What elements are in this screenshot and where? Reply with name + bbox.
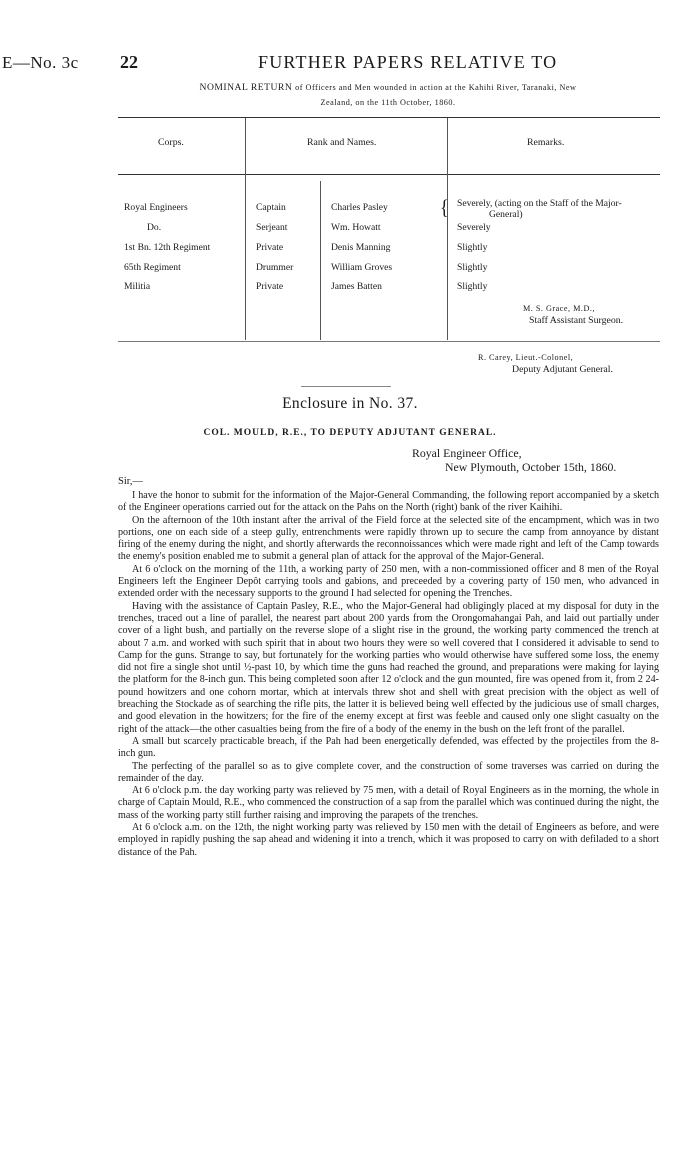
corps-cell: 65th Regiment — [124, 262, 181, 273]
table-top-rule — [118, 117, 660, 118]
surgeon-title: Staff Assistant Surgeon. — [529, 315, 624, 326]
name-cell: Denis Manning — [331, 242, 391, 253]
surgeon-name: M. S. Grace, M.D., — [523, 304, 595, 313]
table-divider-1 — [245, 118, 246, 340]
office-address — [412, 447, 616, 474]
separator-rule — [301, 386, 391, 387]
paragraph: A small but scarcely practicable breach, if the Pah had been energetically defended, was effected by the projectiles from the 8-inch gun. — [118, 735, 659, 760]
salutation: Sir,— — [118, 476, 143, 487]
return-heading-lead: NOMINAL RETURN — [199, 82, 293, 93]
corps-cell: 1st Bn. 12th Regiment — [124, 242, 211, 253]
remark-cell: Severely, (acting on the Staff of the Major- — [457, 198, 622, 209]
return-heading — [118, 80, 658, 110]
letter-subheading: COL. MOULD, R.E., TO DEPUTY ADJUTANT GENERAL. — [203, 428, 497, 438]
surgeon-signature — [523, 303, 623, 327]
rank-cell: Serjeant — [256, 222, 288, 233]
rank-cell: Private — [256, 242, 284, 253]
paragraph: Having with the assistance of Captain Pasley, R.E., who the Major-General had obligingly placed at my disposal for duty in the trenches, traced out a line of parallel, the nearest part about 200 yards from the Orongomahangai Pah, and laid out partially under cover of a light bush, and partially on the reverse slope of a slight rise in the ground, the working party commenced the trench at about 7 a.m. and worked with such spirit that in about two hours they were so well covered that I considered it advisable to send to Camp for the guns. Strange to say, but fortunately for the working parties who would otherwise have suffered some loss, the enemy did not fire a single shot until ½-past 10, by which time the guns had reached the ground, and preparations were making for laying the platform for the 8-inch gun. This being completed soon after 12 o'clock and the gun mounted, fire was opened from it, from 2 24-pound howitzers and one cohorn mortar, which at intervals threw shot and shell with great precision with the object as well of breaching the Stockade as of searching the rifle pits, the latter it is believed being well effected by the judicious use of small charges, and good elevation in the howitzers; for the fire of the enemy except at first was feeble and caused only one slight casualty on the right of the attack—the other casualties being from the fire of a body of the enemy in the bush on the left front of the parallel. — [118, 600, 659, 735]
name-cell: Wm. Howatt — [331, 222, 381, 233]
carey-signature — [478, 352, 613, 376]
corps-cell: Militia — [124, 281, 151, 292]
rank-cell: Drummer — [256, 262, 294, 273]
table-header-rule — [118, 174, 660, 175]
paragraph: I have the honor to submit for the information of the Major-General Commanding, the following report accompanied by a sketch of the Engineer operations carried out for the attack on the Pahs on the North (right) bank of the river Kaihihi. — [118, 490, 659, 514]
brace-mark: { — [440, 195, 449, 219]
paragraph: At 6 o'clock on the morning of the 11th, a working party of 250 men, with a non-commissioned officer and 8 men of the Royal Engineers left the Engineer Depôt carrying tools and gabions, and preceeded by a covering party of 150 men, who advanced in extended order with the necessary supports to the ground I had selected for opening the Trenches. — [118, 563, 659, 600]
remark-cell: Slightly — [457, 281, 488, 292]
corps-cell: Royal Engineers — [124, 202, 188, 213]
remark-cell: Slightly — [457, 262, 488, 273]
office-line2: New Plymouth, October 15th, 1860. — [445, 459, 617, 474]
enclosure-title: Enclosure in No. 37. — [282, 395, 418, 412]
table-bottom-rule — [118, 341, 660, 342]
letter-body — [118, 490, 659, 859]
paragraph: At 6 o'clock p.m. the day working party was relieved by 75 men, with a detail of Royal Engineers as in the morning, the whole in charge of Captain Mould, R.E., who commenced the construction of a sap from the parallel which was continued during the night, the mass of the working party still further raising and improving the parapets of the trenches. — [118, 785, 659, 821]
remark-cell: Severely — [457, 222, 491, 233]
col-header-remarks: Remarks. — [527, 137, 565, 148]
remark-cell-cont: General) — [489, 209, 523, 220]
remark-cell: Slightly — [457, 242, 488, 253]
name-cell: James Batten — [331, 281, 382, 292]
corps-cell: Do. — [147, 222, 162, 233]
series-number: E—No. 3c — [2, 53, 79, 72]
name-cell: Charles Pasley — [331, 202, 388, 213]
carey-title: Deputy Adjutant General. — [512, 364, 613, 375]
paragraph: On the afternoon of the 10th instant after the arrival of the Field force at the selected site of the encampment, which was in two portions, one on each side of a steep gully, entrenchments were rapidly thrown up to secure the camp from annoyance by distant firing of the enemy during the night, and shortly afterwards the reconnoissances which were made right and left of the Camp towards the enemy's position enabled me to submit a general plan of attack for the approval of the Major-General. — [118, 514, 659, 563]
rank-cell: Captain — [256, 202, 286, 213]
paragraph: The perfecting of the parallel so as to give complete cover, and the construction of some traverses was carried on during the remainder of the day. — [118, 760, 659, 784]
name-cell: William Groves — [331, 262, 393, 273]
rank-cell: Private — [256, 281, 284, 292]
paragraph: At 6 o'clock a.m. on the 12th, the night working party was relieved by 150 men with the detail of Engineers as before, and were employed in rapidly pushing the sap ahead and widening it into a trench, which it was proposed to carry on with defiladed to a short distance of the Pah. — [118, 822, 659, 858]
office-line1: Royal Engineer Office, — [412, 446, 522, 460]
table-divider-3 — [447, 118, 448, 340]
table-divider-2 — [320, 181, 321, 340]
col-header-corps: Corps. — [158, 137, 184, 148]
return-heading-rest: of Officers and Men wounded in action at the Kahihi River, Taranaki, New — [295, 83, 577, 92]
page-number: 22 — [120, 52, 138, 72]
carey-name: R. Carey, Lieut.-Colonel, — [478, 353, 574, 362]
running-title: FURTHER PAPERS RELATIVE TO — [258, 52, 558, 72]
col-header-rank-names: Rank and Names. — [307, 137, 377, 148]
return-heading-line2: Zealand, on the 11th October, 1860. — [320, 98, 456, 107]
